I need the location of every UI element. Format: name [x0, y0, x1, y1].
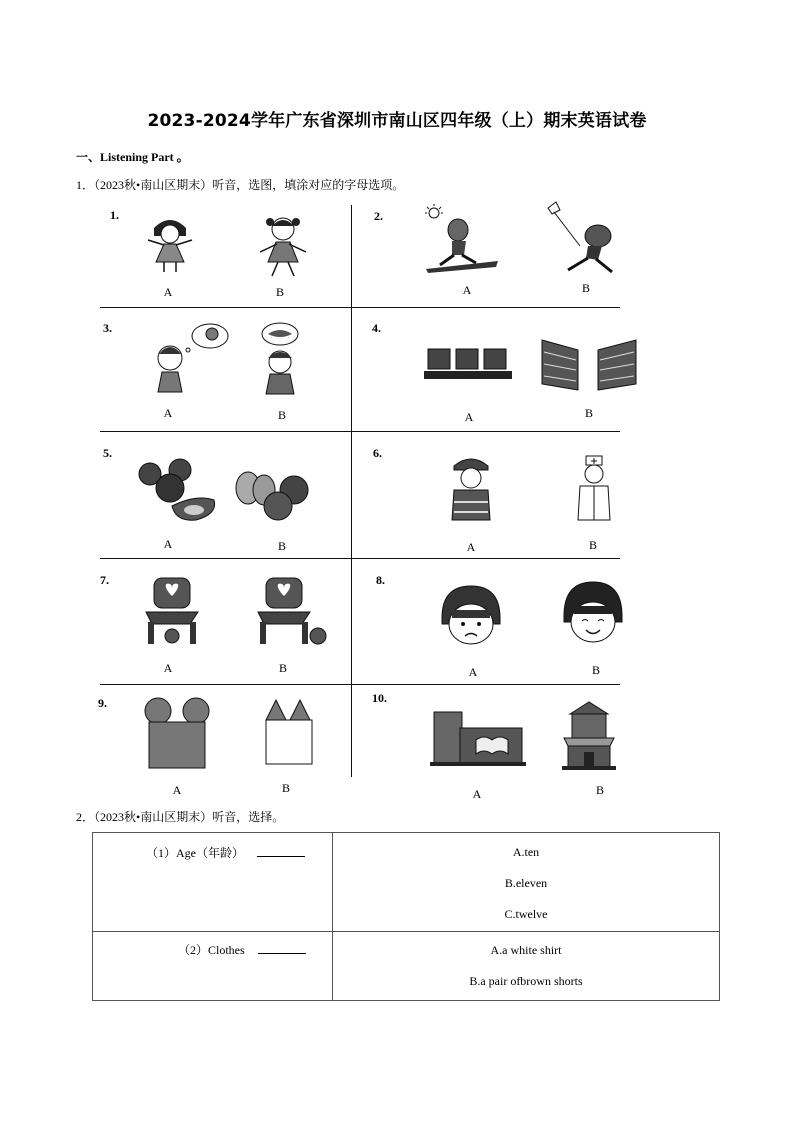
library-building-icon [430, 708, 528, 768]
computers-icon [424, 345, 514, 383]
option-text: A.a white shirt [490, 943, 562, 957]
girl-thinking-of-fish-icon [250, 322, 316, 396]
item-number: 7. [100, 573, 109, 587]
option-label-b: B [278, 661, 287, 675]
option-label-a: A [462, 283, 472, 297]
option-text: A.ten [512, 845, 540, 859]
option-label-a: A [163, 406, 173, 420]
grid-divider-vertical [351, 205, 352, 777]
row-label: （1）Age（年龄） [146, 846, 244, 860]
option-label-a: A [468, 665, 478, 679]
square-with-circles-icon [143, 696, 213, 770]
option-label-b: B [277, 539, 286, 553]
item-number: 2. [374, 209, 383, 223]
eggs-and-potatoes-icon [234, 466, 312, 524]
options-cell [333, 932, 720, 1001]
option-label-a: A [172, 783, 182, 797]
option-label-a: A [163, 285, 173, 299]
item-number: 9. [98, 696, 107, 710]
row-label-cell [93, 833, 333, 932]
girl-in-dress-icon [142, 214, 198, 276]
bookshelves-icon [540, 336, 638, 394]
grid-divider [100, 684, 620, 685]
grid-divider [100, 307, 620, 308]
question-2-stem: 2．（2023秋•南山区期末）听音，选择。 [76, 810, 285, 824]
option-label-b: B [584, 406, 593, 420]
row-label-cell [93, 932, 333, 1001]
option-label-a: A [464, 410, 474, 424]
item-number: 4. [372, 321, 381, 335]
item-number: 5. [103, 446, 112, 460]
answer-blank[interactable] [258, 943, 306, 954]
option-label-b: B [581, 281, 590, 295]
square-with-triangles-icon [262, 696, 316, 766]
option-label-a: A [163, 537, 173, 551]
option-label-b: B [275, 285, 284, 299]
options-cell [333, 833, 720, 932]
option-text: B.a pair ofbrown shorts [469, 974, 583, 988]
section-heading-listening: 一、Listening Part 。 [76, 150, 189, 164]
table-row [93, 932, 720, 1001]
option-label-a: A [466, 540, 476, 554]
question-1-stem: 1．（2023秋•南山区期末）听音，选图，填涂对应的字母选项。 [76, 178, 405, 192]
option-text: C.twelve [504, 907, 548, 921]
option-label-b: B [595, 783, 604, 797]
girl-with-pigtails-icon [254, 212, 312, 278]
answer-blank[interactable] [257, 846, 305, 857]
page-title: 2023-2024学年广东省深圳市南山区四年级（上）期末英语试卷 [147, 111, 647, 131]
row-label: （2）Clothes [178, 943, 245, 957]
option-label-a: A [472, 787, 482, 801]
item-number: 6. [373, 446, 382, 460]
grid-divider [100, 558, 620, 559]
option-label-b: B [277, 408, 286, 422]
question-2-table [92, 832, 720, 1001]
sad-girl-face-icon [438, 584, 504, 648]
option-label-a: A [163, 661, 173, 675]
item-number: 10. [372, 691, 387, 705]
option-text: B.eleven [504, 876, 548, 890]
boy-flying-kite-icon [540, 202, 626, 276]
chair-with-ball-under-icon [140, 574, 206, 648]
option-label-b: B [588, 538, 597, 552]
option-label-b: B [281, 781, 290, 795]
boy-thinking-of-chicken-icon [148, 322, 230, 394]
grid-divider [100, 431, 620, 432]
boy-running-in-sun-icon [422, 203, 500, 277]
restaurant-building-icon [562, 700, 616, 772]
chair-with-ball-beside-icon [252, 574, 328, 648]
happy-girl-face-icon [560, 580, 626, 646]
item-number: 3. [103, 321, 112, 335]
table-row [93, 833, 720, 932]
option-label-b: B [591, 663, 600, 677]
oranges-and-meat-icon [136, 458, 220, 524]
item-number: 1. [110, 208, 119, 222]
firefighter-icon [446, 454, 496, 522]
item-number: 8. [376, 573, 385, 587]
doctor-icon [574, 454, 614, 526]
